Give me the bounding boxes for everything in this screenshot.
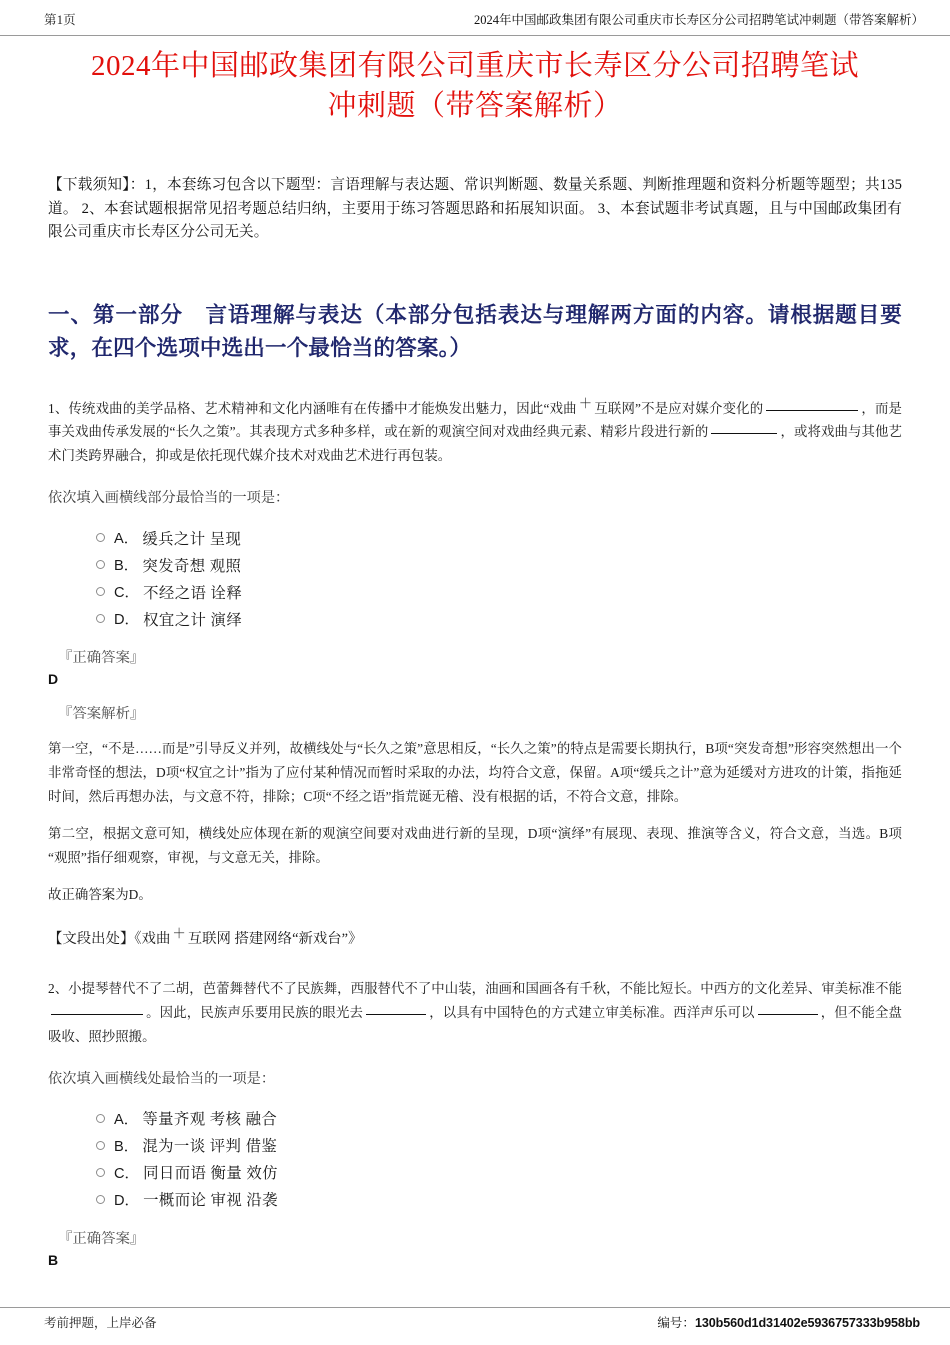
radio-button-icon[interactable] <box>96 614 105 623</box>
option-letter: D． <box>114 1192 140 1209</box>
question-stem-part1: 1、传统戏曲的美学品格、艺术精神和文化内涵唯有在传播中才能焕发出魅力，因此“戏曲 <box>48 400 577 416</box>
option-letter: C． <box>114 1165 140 1182</box>
option-letter: A． <box>114 531 139 548</box>
correct-answer-label: 『正确答案』 <box>58 1230 145 1247</box>
option-row-c[interactable] <box>96 578 902 605</box>
answer-blank <box>766 399 858 411</box>
page-title: 2024年中国邮政集团有限公司重庆市长寿区分公司招聘笔试冲刺题（带答案解析） <box>90 50 859 123</box>
radio-button-icon[interactable] <box>96 1195 105 1204</box>
question-stem-part4: ，但不能全盘吸收、照抄照搬。 <box>48 1005 902 1045</box>
radio-button-icon[interactable] <box>96 1114 105 1123</box>
option-letter: B． <box>114 558 139 575</box>
option-text: 不经之语 诠释 <box>143 584 243 602</box>
option-text: 缓兵之计 呈现 <box>142 530 242 548</box>
option-letter: D． <box>114 612 140 629</box>
source-label: 【文段出处】 <box>48 931 135 948</box>
option-text: 权宜之计 演绎 <box>143 611 243 629</box>
option-text: 同日而语 衡量 效仿 <box>143 1165 278 1183</box>
question-prompt: 依次填入画横线处最恰当的一项是： <box>48 1070 276 1087</box>
question-block <box>48 392 902 952</box>
footer-id <box>657 1313 920 1331</box>
option-text: 突发奇想 观照 <box>142 557 242 575</box>
question-block <box>48 977 902 1271</box>
source-line <box>48 923 902 951</box>
analysis-paragraph: 第二空，根据文意可知，横线处应体现在新的观演空间要对戏曲进行新的呈现，D项“演绎”有展现、表现、推演等含义，符合文意，当选。B项“观照”指仔细观察，审视，与文意无关，排除。 <box>48 826 902 866</box>
answer-blank <box>758 1003 818 1015</box>
question-stem-part4: ，或将戏曲与其他艺术门类跨界融合，抑或是依托现代媒介技术对戏曲艺术进行再包装。 <box>48 424 902 464</box>
answer-analysis-label: 『答案解析』 <box>58 706 145 723</box>
page-number-label: 第1页 <box>44 13 76 27</box>
option-text: 一概而论 审视 沿袭 <box>143 1192 278 1210</box>
option-letter: C． <box>114 585 140 602</box>
option-text: 等量齐观 考核 融合 <box>142 1111 278 1129</box>
footer-id-label: 编号： <box>657 1316 695 1330</box>
page-footer <box>0 1307 950 1331</box>
source-part1: 《戏曲 <box>134 931 171 948</box>
correct-answer-label: 『正确答案』 <box>58 650 145 667</box>
question-prompt: 依次填入画横线部分最恰当的一项是： <box>48 490 290 507</box>
question-stem <box>48 392 902 469</box>
question-stem-part2: 互联网”不是应对媒介变化的 <box>594 400 764 416</box>
analysis-conclusion: 故正确答案为D。 <box>48 887 152 903</box>
options-list <box>48 1105 902 1213</box>
analysis-paragraph: 第一空，“不是……而是”引导反义并列，故横线处与“长久之策”意思相反，“长久之策”的特点是需要长期执行，B项“突发奇想”形容突然想出一个非常奇怪的想法，D项“权宜之计”指为了应付某种情况而暂时采取的办法，均符合文意，保留。A项“缓兵之计”意为延缓对方进攻的计策，指拖延时间，然后再想办法，与文意不符，排除；C项“不经之语”指荒诞无稽、没有根据的话，不符合文意，排除。 <box>48 741 902 805</box>
option-row-b[interactable] <box>96 551 902 578</box>
radio-button-icon[interactable] <box>96 587 105 596</box>
source-part2: 互联网 搭建网络“新戏台”》 <box>187 931 363 948</box>
question-stem-part3: ，而是事关戏曲传承发展的“长久之策”。其表现方式多种多样，或在新的观演空间对戏曲经典元素、精彩片段进行新的 <box>48 400 902 440</box>
option-letter: A． <box>114 1111 139 1128</box>
question-stem-part2: 。因此，民族声乐要用民族的眼光去 <box>146 1005 364 1021</box>
option-text: 混为一谈 评判 借鉴 <box>142 1138 278 1156</box>
footer-id-value: 130b560d1d31402e5936757333b958bb <box>694 1316 920 1330</box>
option-row-a[interactable] <box>96 1105 902 1132</box>
answer-blank <box>711 422 777 434</box>
page-header <box>0 10 950 36</box>
correct-answer-value: D <box>48 671 59 688</box>
footer-slogan: 考前押题，上岸必备 <box>44 1316 157 1330</box>
option-row-c[interactable] <box>96 1159 902 1186</box>
correct-answer-value: B <box>48 1252 59 1268</box>
option-row-d[interactable] <box>96 1186 902 1213</box>
option-row-b[interactable] <box>96 1132 902 1159</box>
answer-blank <box>51 1003 143 1015</box>
question-stem-part1: 2、小提琴替代不了二胡，芭蕾舞替代不了民族舞，西服替代不了中山装，油画和国画各有千秋，不能比短长。中西方的文化差异、审美标准不能 <box>48 981 902 997</box>
plus-symbol: ＋ <box>172 926 186 942</box>
section-heading: 一、第一部分 言语理解与表达（本部分包括表达与理解两方面的内容。请根据题目要求，在四个选项中选出一个最恰当的答案。） <box>48 302 902 361</box>
running-title: 2024年中国邮政集团有限公司重庆市长寿区分公司招聘笔试冲刺题（带答案解析） <box>473 13 924 27</box>
option-letter: B． <box>114 1138 139 1155</box>
radio-button-icon[interactable] <box>96 1168 105 1177</box>
radio-button-icon[interactable] <box>96 560 105 569</box>
option-row-d[interactable] <box>96 605 902 632</box>
document-content <box>0 44 950 1271</box>
plus-symbol: ＋ <box>578 395 593 411</box>
option-row-a[interactable] <box>96 524 902 551</box>
question-stem-part3: ，以具有中国特色的方式建立审美标准。西洋声乐可以 <box>429 1005 755 1021</box>
answer-blank <box>366 1003 426 1015</box>
download-notice: 【下载须知】：1，本套练习包含以下题型：言语理解与表达题、常识判断题、数量关系题、判断推理题和资料分析题等题型；共135道。 2、本套试题根据常见招考题总结归纳，主要用于练习答题思路和拓展知识面。 3、本套试题非考试真题，且与中国邮政集团有限公司重庆市长寿区分公司无关。 <box>48 177 902 241</box>
radio-button-icon[interactable] <box>96 533 105 542</box>
question-stem <box>48 977 902 1049</box>
radio-button-icon[interactable] <box>96 1141 105 1150</box>
options-list <box>48 524 902 632</box>
